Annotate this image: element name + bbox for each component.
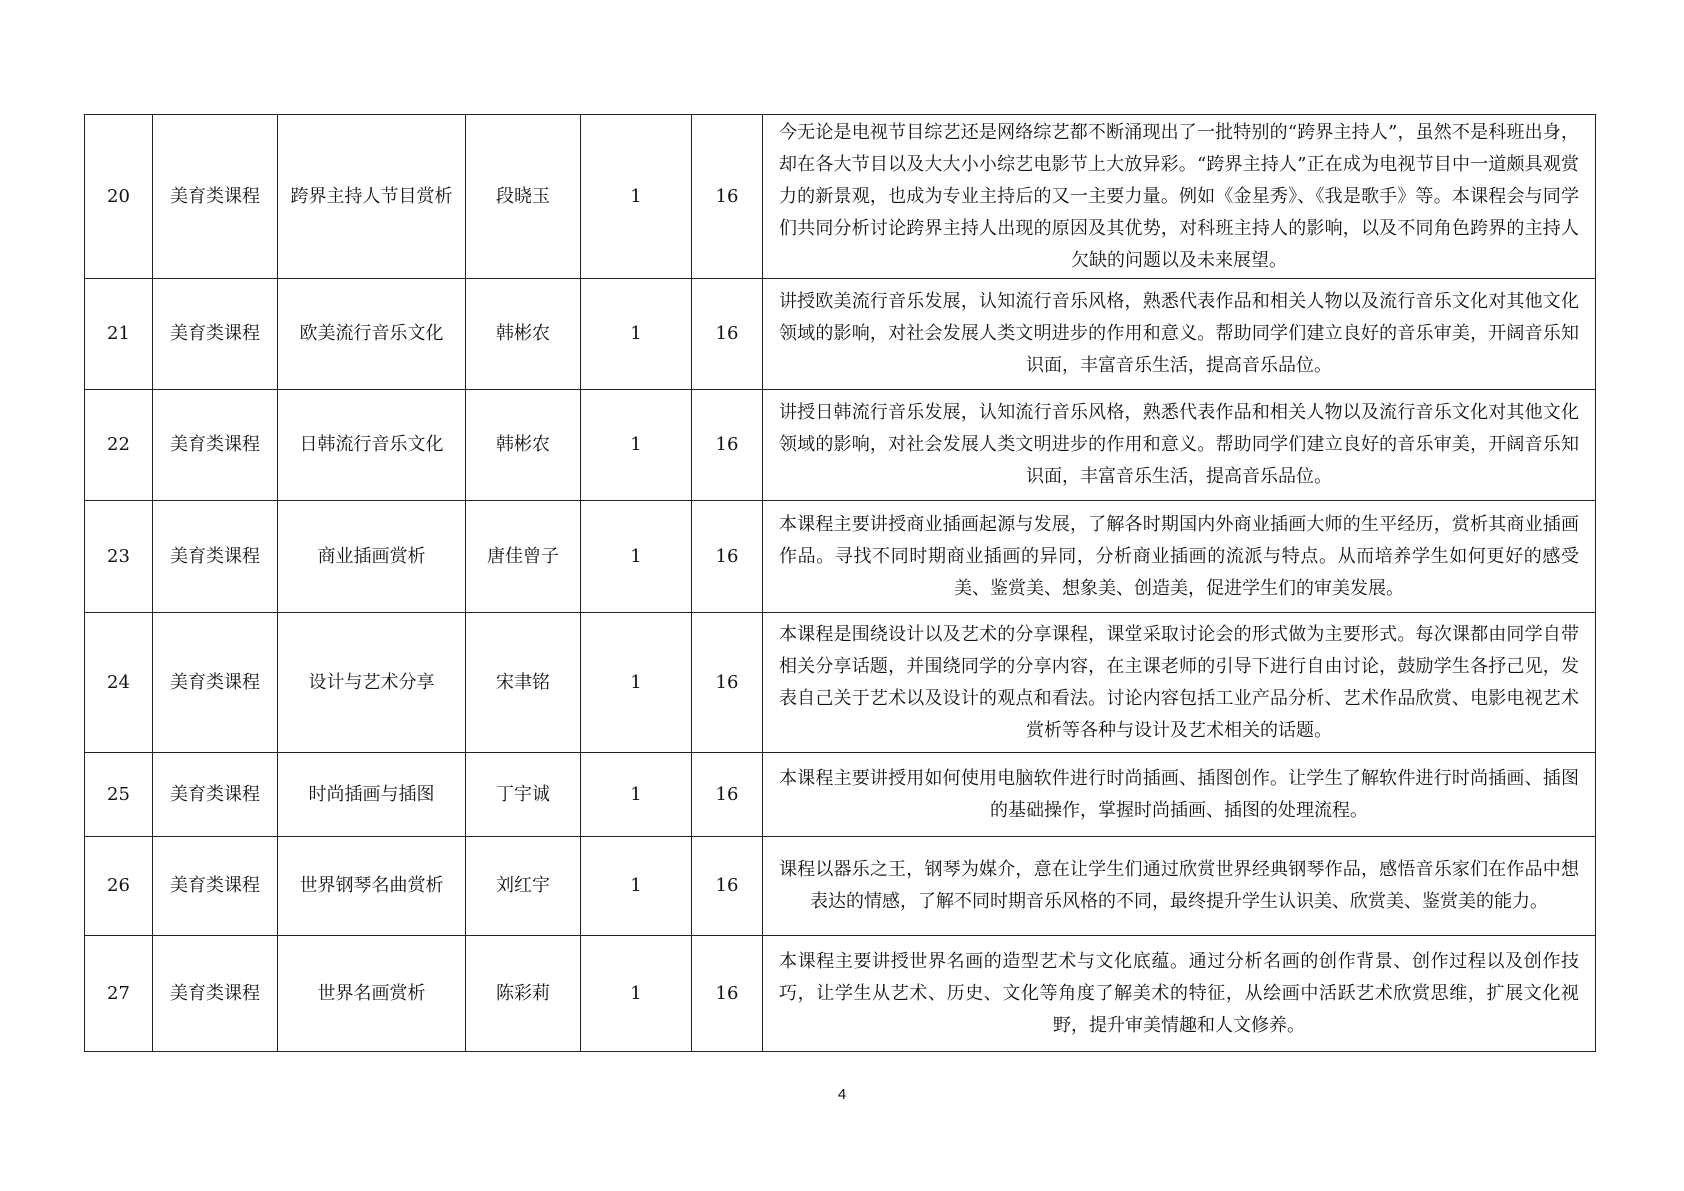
cell-teacher: 陈彩莉	[466, 936, 581, 1052]
cell-teacher: 丁宇诚	[466, 753, 581, 837]
cell-category: 美育类课程	[153, 390, 278, 501]
cell-teacher: 韩彬农	[466, 390, 581, 501]
table-row	[85, 936, 1596, 1052]
cell-category: 美育类课程	[153, 837, 278, 936]
cell-course-name: 世界钢琴名曲赏析	[278, 837, 466, 936]
table-row	[85, 837, 1596, 936]
cell-course-name: 欧美流行音乐文化	[278, 279, 466, 390]
cell-description: 本课程主要讲授商业插画起源与发展，了解各时期国内外商业插画大师的生平经历，赏析其商业插画作品。寻找不同时期商业插画的异同，分析商业插画的流派与特点。从而培养学生如何更好的感受美、鉴赏美、想象美、创造美，促进学生们的审美发展。	[763, 501, 1596, 613]
cell-credits: 1	[581, 837, 692, 936]
cell-number: 20	[85, 115, 153, 279]
cell-course-name: 跨界主持人节目赏析	[278, 115, 466, 279]
cell-category: 美育类课程	[153, 936, 278, 1052]
cell-credits: 1	[581, 613, 692, 753]
cell-credits: 1	[581, 753, 692, 837]
cell-category: 美育类课程	[153, 753, 278, 837]
cell-number: 27	[85, 936, 153, 1052]
cell-credits: 1	[581, 279, 692, 390]
cell-description: 讲授日韩流行音乐发展，认知流行音乐风格，熟悉代表作品和相关人物以及流行音乐文化对其他文化领域的影响，对社会发展人类文明进步的作用和意义。帮助同学们建立良好的音乐审美，开阔音乐知识面，丰富音乐生活，提高音乐品位。	[763, 390, 1596, 501]
cell-teacher: 宋聿铭	[466, 613, 581, 753]
cell-hours: 16	[692, 753, 763, 837]
cell-hours: 16	[692, 501, 763, 613]
cell-description: 讲授欧美流行音乐发展，认知流行音乐风格，熟悉代表作品和相关人物以及流行音乐文化对其他文化领域的影响，对社会发展人类文明进步的作用和意义。帮助同学们建立良好的音乐审美，开阔音乐知识面，丰富音乐生活，提高音乐品位。	[763, 279, 1596, 390]
cell-course-name: 世界名画赏析	[278, 936, 466, 1052]
cell-number: 26	[85, 837, 153, 936]
cell-course-name: 商业插画赏析	[278, 501, 466, 613]
cell-description: 本课程主要讲授用如何使用电脑软件进行时尚插画、插图创作。让学生了解软件进行时尚插画、插图的基础操作，掌握时尚插画、插图的处理流程。	[763, 753, 1596, 837]
table-row	[85, 501, 1596, 613]
cell-credits: 1	[581, 936, 692, 1052]
cell-category: 美育类课程	[153, 613, 278, 753]
table-row	[85, 753, 1596, 837]
cell-teacher: 刘红宇	[466, 837, 581, 936]
cell-hours: 16	[692, 279, 763, 390]
course-table	[84, 114, 1596, 1052]
cell-number: 25	[85, 753, 153, 837]
table-row	[85, 613, 1596, 753]
cell-description: 今无论是电视节目综艺还是网络综艺都不断涌现出了一批特别的“跨界主持人”，虽然不是科班出身，却在各大节目以及大大小小综艺电影节上大放异彩。“跨界主持人”正在成为电视节目中一道颇具观赏力的新景观，也成为专业主持后的又一主要力量。例如《金星秀》、《我是歌手》等。本课程会与同学们共同分析讨论跨界主持人出现的原因及其优势，对科班主持人的影响，以及不同角色跨界的主持人欠缺的问题以及未来展望。	[763, 115, 1596, 279]
table-row	[85, 115, 1596, 279]
cell-category: 美育类课程	[153, 279, 278, 390]
cell-credits: 1	[581, 115, 692, 279]
cell-course-name: 时尚插画与插图	[278, 753, 466, 837]
cell-teacher: 韩彬农	[466, 279, 581, 390]
table-row	[85, 279, 1596, 390]
cell-hours: 16	[692, 936, 763, 1052]
cell-description: 本课程是围绕设计以及艺术的分享课程，课堂采取讨论会的形式做为主要形式。每次课都由同学自带相关分享话题，并围绕同学的分享内容，在主课老师的引导下进行自由讨论，鼓励学生各抒己见，发表自己关于艺术以及设计的观点和看法。讨论内容包括工业产品分析、艺术作品欣赏、电影电视艺术赏析等各种与设计及艺术相关的话题。	[763, 613, 1596, 753]
table-row	[85, 390, 1596, 501]
cell-description: 本课程主要讲授世界名画的造型艺术与文化底蕴。通过分析名画的创作背景、创作过程以及创作技巧，让学生从艺术、历史、文化等角度了解美术的特征，从绘画中活跃艺术欣赏思维，扩展文化视野，提升审美情趣和人文修养。	[763, 936, 1596, 1052]
cell-number: 21	[85, 279, 153, 390]
cell-number: 24	[85, 613, 153, 753]
cell-number: 22	[85, 390, 153, 501]
cell-teacher: 唐佳曾子	[466, 501, 581, 613]
cell-hours: 16	[692, 390, 763, 501]
cell-description: 课程以器乐之王，钢琴为媒介，意在让学生们通过欣赏世界经典钢琴作品，感悟音乐家们在作品中想表达的情感，了解不同时期音乐风格的不同，最终提升学生认识美、欣赏美、鉴赏美的能力。	[763, 837, 1596, 936]
cell-course-name: 日韩流行音乐文化	[278, 390, 466, 501]
cell-course-name: 设计与艺术分享	[278, 613, 466, 753]
cell-hours: 16	[692, 115, 763, 279]
cell-category: 美育类课程	[153, 501, 278, 613]
cell-category: 美育类课程	[153, 115, 278, 279]
cell-credits: 1	[581, 501, 692, 613]
page-number: 4	[837, 1086, 847, 1103]
cell-hours: 16	[692, 613, 763, 753]
cell-teacher: 段晓玉	[466, 115, 581, 279]
cell-number: 23	[85, 501, 153, 613]
cell-hours: 16	[692, 837, 763, 936]
cell-credits: 1	[581, 390, 692, 501]
